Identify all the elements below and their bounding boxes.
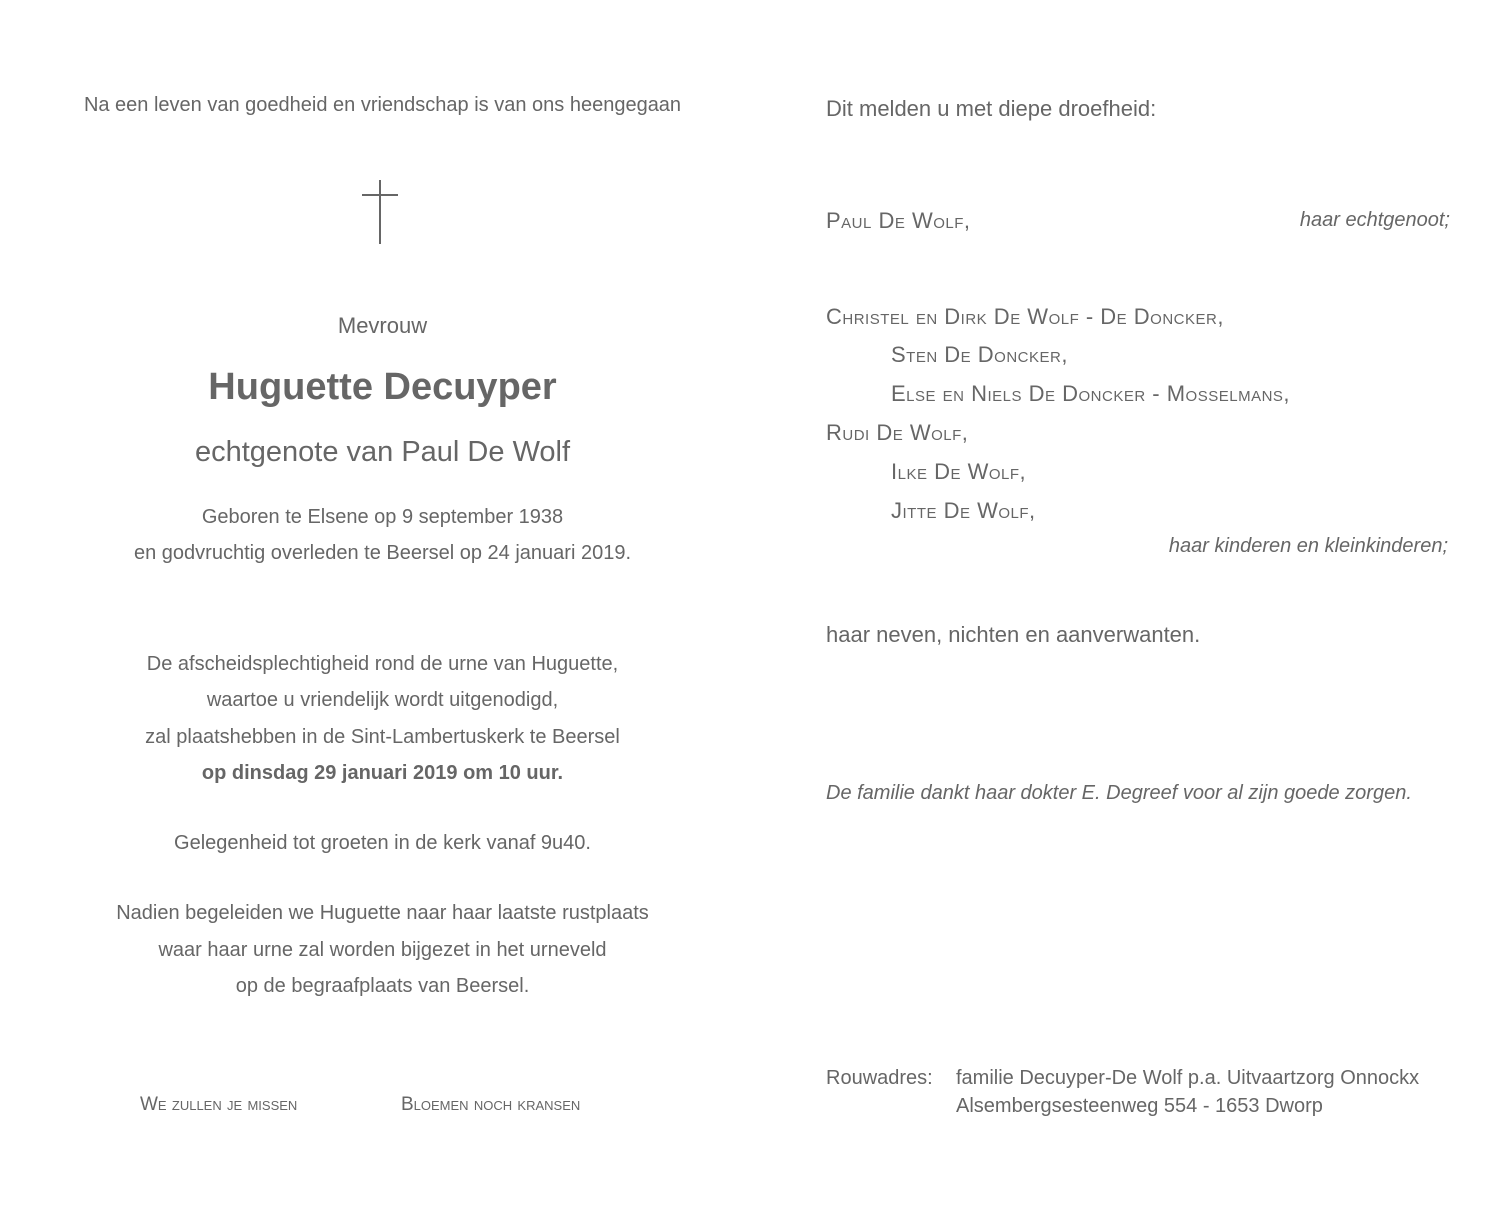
family-member: Ilke De Wolf, xyxy=(891,459,1027,484)
deceased-name: Huguette Decuyper xyxy=(208,366,557,408)
family-member: Christel en Dirk De Wolf - De Doncker, xyxy=(826,304,1224,329)
burial-line-3: op de begraafplaats van Beersel. xyxy=(235,975,530,997)
family-relation: haar kinderen en kleinkinderen; xyxy=(1168,535,1448,557)
spouse-relation: haar echtgenoot; xyxy=(1299,209,1450,231)
ceremony-line-1: De afscheidsplechtigheid rond de urne van Huguette, xyxy=(146,653,619,675)
birth-line: Geboren te Elsene op 9 september 1938 xyxy=(201,506,564,528)
address-line-1: familie Decuyper-De Wolf p.a. Uitvaartzorg Onnockx xyxy=(956,1067,1420,1089)
spouse-name: Paul De Wolf, xyxy=(826,208,971,233)
footer-missen: We zullen je missen xyxy=(140,1094,298,1115)
burial-line-1: Nadien begeleiden we Huguette naar haar laatste rustplaats xyxy=(116,902,649,924)
address-label: Rouwadres: xyxy=(826,1067,933,1089)
family-member: Else en Niels De Doncker - Mosselmans, xyxy=(891,381,1291,406)
salutation: Mevrouw xyxy=(337,313,428,338)
ceremony-line-3: zal plaatshebben in de Sint-Lambertuskerk te Beersel xyxy=(145,726,620,748)
spouse-line: echtgenote van Paul De Wolf xyxy=(194,436,571,468)
greeting-line: Gelegenheid tot groeten in de kerk vanaf 9u40. xyxy=(174,832,591,854)
ceremony-date: op dinsdag 29 januari 2019 om 10 uur. xyxy=(201,762,564,784)
family-member: Sten De Doncker, xyxy=(891,342,1068,367)
footer-bloemen: Bloemen noch kransen xyxy=(401,1094,581,1115)
family-member: Jitte De Wolf, xyxy=(891,498,1036,523)
relatives-line: haar neven, nichten en aanverwanten. xyxy=(826,622,1201,647)
announce-line: Dit melden u met diepe droefheid: xyxy=(826,96,1157,121)
burial-line-2: waar haar urne zal worden bijgezet in het urneveld xyxy=(158,939,607,961)
thanks-line: De familie dankt haar dokter E. Degreef voor al zijn goede zorgen. xyxy=(826,782,1412,804)
ceremony-line-2: waartoe u vriendelijk wordt uitgenodigd, xyxy=(206,689,559,711)
right-page xyxy=(826,0,1466,1214)
intro-text: Na een leven van goedheid en vriendschap is van ons heengegaan xyxy=(83,94,682,116)
death-line: en godvruchtig overleden te Beersel op 24 januari 2019. xyxy=(133,542,631,564)
address-line-2: Alsembergsesteenweg 554 - 1653 Dworp xyxy=(956,1095,1323,1117)
cross-icon xyxy=(362,180,398,244)
family-member: Rudi De Wolf, xyxy=(826,420,969,445)
